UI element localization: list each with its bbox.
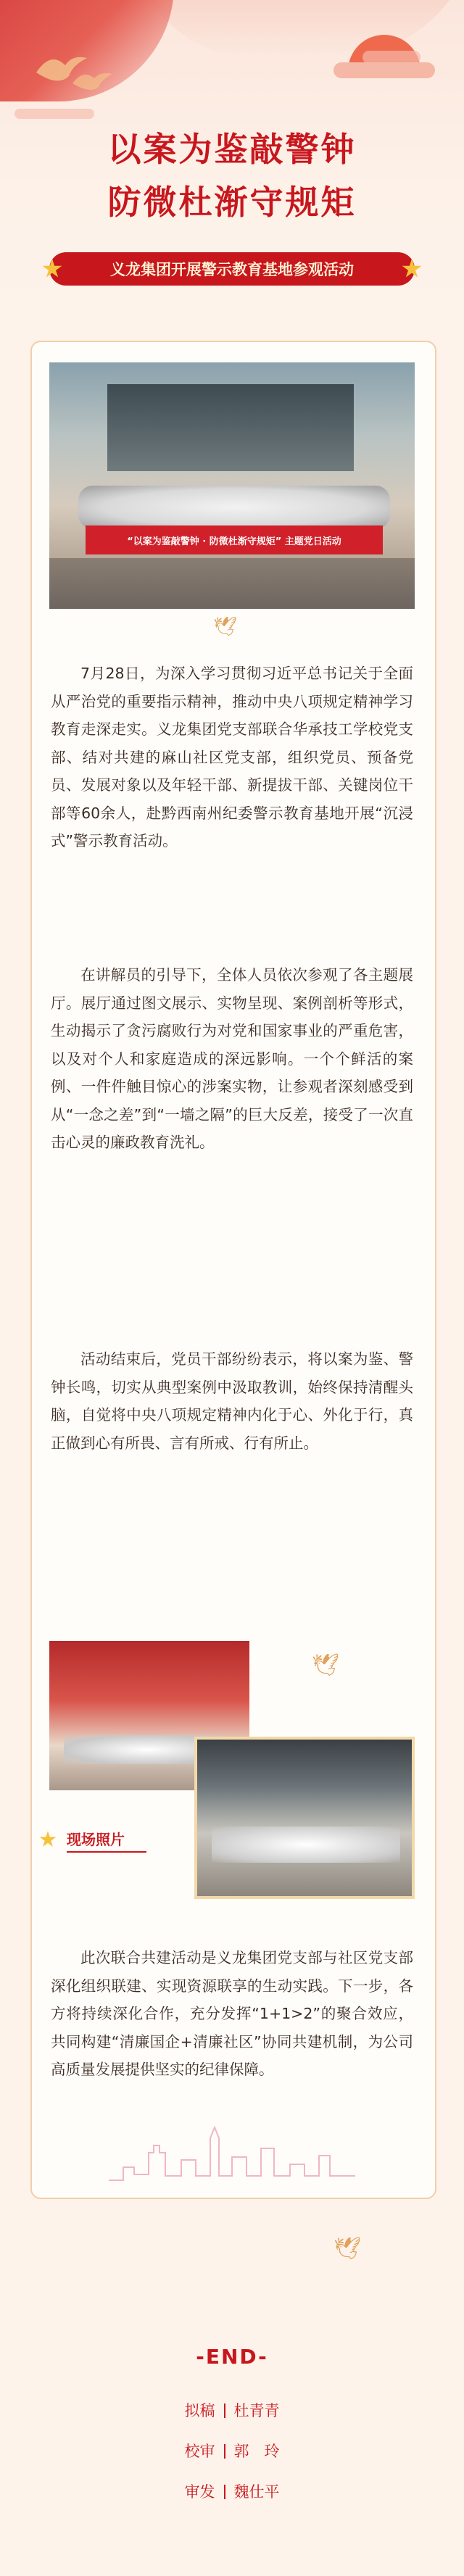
bird-icon: 🕊 xyxy=(334,2236,362,2261)
page-title-line2: 防微杜渐守规矩 xyxy=(107,183,357,222)
credit-line xyxy=(0,2480,464,2502)
building-facade xyxy=(107,384,354,471)
cloud-icon xyxy=(14,109,94,119)
photo-banner-text: “以案为鉴敲警钟 · 防微杜渐守规矩” 主题党日活动 xyxy=(127,536,341,547)
cloud-icon xyxy=(334,62,435,78)
article-paragraph: 此次联合共建活动是义龙集团党支部与社区党支部深化组织联建、实现资源联享的生动实践。下一步，各方将持续深化合作，充分发挥“1+1>2”的聚合效应，共同构建“清廉国企+清廉社区”协同共建机制，为公司高质量发展提供坚实的纪律保障。 xyxy=(51,1949,413,2078)
decorative-swoosh xyxy=(130,0,464,58)
credit-name: 魏仕平 xyxy=(233,2483,280,2501)
cloud-icon xyxy=(362,51,420,64)
bird-icon: 🕊 xyxy=(312,1653,340,1678)
credit-line xyxy=(0,2399,464,2421)
group-photo xyxy=(49,362,415,609)
credit-role: 拟稿 xyxy=(184,2402,215,2419)
page-title-line1: 以案为鉴敲警钟 xyxy=(107,130,357,169)
article-paragraph: 活动结束后，党员干部纷纷表示，将以案为鉴、警钟长鸣，切实从典型案例中汲取教训，始终保持清醒头脑，自觉将中央八项规定精神内化于心、外化于行，真正做到心有所畏、言有所戒、行有所止。 xyxy=(51,1350,413,1452)
doves-icon xyxy=(29,43,116,101)
credit-line xyxy=(0,2440,464,2461)
end-marker: -END- xyxy=(196,2345,268,2369)
credit-role: 审发 xyxy=(184,2483,215,2501)
subtitle-text: 义龙集团开展警示教育基地参观活动 xyxy=(110,261,354,278)
subtitle-banner xyxy=(49,252,415,286)
article-paragraph: 在讲解员的引导下，全体人员依次参观了各主题展厅。展厅通过图文展示、实物呈现、案例剖析等形式，生动揭示了贪污腐败行为对党和国家事业的严重危害，以及对个人和家庭造成的深远影响。一个个鲜活的案例、一件件触目惊心的涉案实物，让参观者深刻感受到从“一念之差”到“一墙之隔”的巨大反差，接受了一次直击心灵的廉政教育洗礼。 xyxy=(51,966,413,1151)
crowd-figure xyxy=(212,1827,400,1863)
credit-name: 杜青青 xyxy=(233,2402,280,2419)
credit-name: 郭 玲 xyxy=(233,2443,280,2460)
bird-icon: 🕊 xyxy=(213,616,238,638)
photos-label: 现场照片 xyxy=(67,1831,125,1848)
credit-role: 校审 xyxy=(184,2443,215,2460)
ground xyxy=(49,558,415,609)
skyline-icon xyxy=(109,2124,355,2182)
label-underline xyxy=(67,1851,146,1853)
exhibit-photo-2 xyxy=(194,1737,415,1899)
photo-banner xyxy=(86,525,383,554)
article-paragraph: 7月28日，为深入学习贯彻习近平总书记关于全面从严治党的重要指示精神，推动中央八项规定精神学习教育走深走实。义龙集团党支部联合华承技工学校党支部、结对共建的麻山社区党支部，组织党员、预备党员、发展对象以及年轻干部、新提拔干部、关键岗位干部等60余人，赴黔西南州纪委警示教育基地开展“沉浸式”警示教育活动。 xyxy=(51,665,413,849)
crowd-figure xyxy=(78,486,390,529)
